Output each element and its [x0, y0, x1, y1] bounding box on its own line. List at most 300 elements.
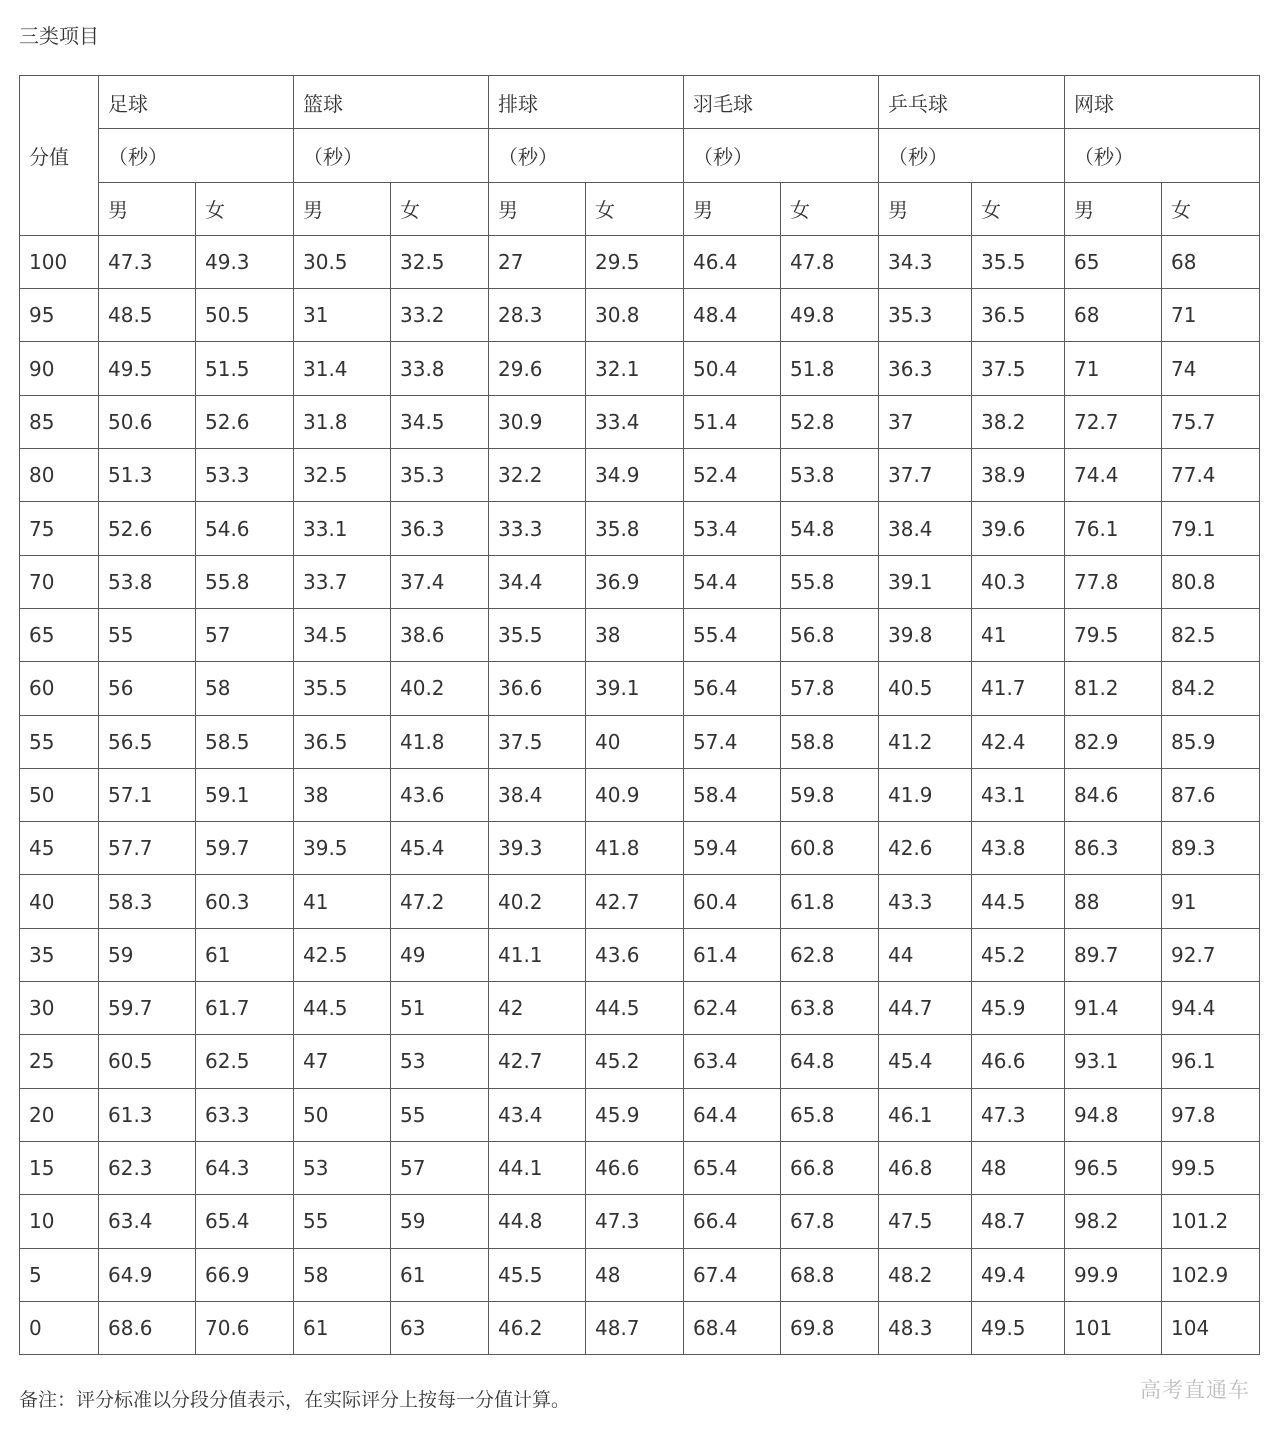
male-time-cell: 84.6	[1065, 768, 1162, 821]
male-time-cell: 81.2	[1065, 662, 1162, 715]
female-time-cell: 50.5	[196, 289, 294, 342]
header-row-unit	[20, 129, 1260, 182]
table-row	[20, 662, 1260, 715]
male-time-cell: 39.8	[879, 608, 972, 661]
female-time-cell: 75.7	[1162, 395, 1260, 448]
female-time-cell: 63.8	[781, 982, 879, 1035]
female-time-cell: 47.8	[781, 235, 879, 288]
female-time-cell: 39.6	[972, 502, 1065, 555]
gender-header-female: 女	[391, 182, 489, 235]
male-time-cell: 71	[1065, 342, 1162, 395]
female-time-cell: 51.8	[781, 342, 879, 395]
male-time-cell: 34.3	[879, 235, 972, 288]
male-time-cell: 30.5	[294, 235, 391, 288]
male-time-cell: 41	[294, 875, 391, 928]
female-time-cell: 61.8	[781, 875, 879, 928]
sport-header-table-tennis: 乒乓球	[879, 76, 1065, 129]
female-time-cell: 37.5	[972, 342, 1065, 395]
male-time-cell: 36.6	[489, 662, 586, 715]
male-time-cell: 56	[99, 662, 196, 715]
female-time-cell: 49.3	[196, 235, 294, 288]
female-time-cell: 54.8	[781, 502, 879, 555]
female-time-cell: 48.7	[586, 1301, 684, 1354]
male-time-cell: 57.4	[684, 715, 781, 768]
female-time-cell: 44.5	[586, 982, 684, 1035]
female-time-cell: 52.6	[196, 395, 294, 448]
male-time-cell: 47	[294, 1035, 391, 1088]
male-time-cell: 29.6	[489, 342, 586, 395]
female-time-cell: 42.4	[972, 715, 1065, 768]
female-time-cell: 49	[391, 928, 489, 981]
female-time-cell: 59.7	[196, 822, 294, 875]
female-time-cell: 66.8	[781, 1141, 879, 1194]
male-time-cell: 35.3	[879, 289, 972, 342]
female-time-cell: 40.2	[391, 662, 489, 715]
female-time-cell: 48.7	[972, 1195, 1065, 1248]
male-time-cell: 64.4	[684, 1088, 781, 1141]
male-time-cell: 41.2	[879, 715, 972, 768]
female-time-cell: 40.3	[972, 555, 1065, 608]
female-time-cell: 42.7	[586, 875, 684, 928]
male-time-cell: 33.3	[489, 502, 586, 555]
score-cell: 30	[20, 982, 99, 1035]
male-time-cell: 48.4	[684, 289, 781, 342]
table-row	[20, 1088, 1260, 1141]
female-time-cell: 46.6	[586, 1141, 684, 1194]
unit-header-basketball: （秒）	[294, 129, 489, 182]
male-time-cell: 68.6	[99, 1301, 196, 1354]
watermark: 高考直通车	[1140, 1378, 1250, 1402]
female-time-cell: 58.5	[196, 715, 294, 768]
female-time-cell: 38	[586, 608, 684, 661]
male-time-cell: 57.7	[99, 822, 196, 875]
score-cell: 10	[20, 1195, 99, 1248]
male-time-cell: 46.2	[489, 1301, 586, 1354]
male-time-cell: 40.2	[489, 875, 586, 928]
table-row	[20, 1035, 1260, 1088]
male-time-cell: 42.7	[489, 1035, 586, 1088]
male-time-cell: 49.5	[99, 342, 196, 395]
gender-header-female: 女	[586, 182, 684, 235]
score-cell: 60	[20, 662, 99, 715]
female-time-cell: 59.8	[781, 768, 879, 821]
male-time-cell: 91.4	[1065, 982, 1162, 1035]
male-time-cell: 66.4	[684, 1195, 781, 1248]
female-time-cell: 82.5	[1162, 608, 1260, 661]
female-time-cell: 57	[196, 608, 294, 661]
male-time-cell: 32.5	[294, 449, 391, 502]
male-time-cell: 39.3	[489, 822, 586, 875]
score-cell: 50	[20, 768, 99, 821]
male-time-cell: 50.6	[99, 395, 196, 448]
unit-header-football: （秒）	[99, 129, 294, 182]
female-time-cell: 104	[1162, 1301, 1260, 1354]
female-time-cell: 59.1	[196, 768, 294, 821]
table-row	[20, 1141, 1260, 1194]
male-time-cell: 50	[294, 1088, 391, 1141]
gender-header-male: 男	[879, 182, 972, 235]
table-row	[20, 1301, 1260, 1354]
male-time-cell: 50.4	[684, 342, 781, 395]
female-time-cell: 34.9	[586, 449, 684, 502]
female-time-cell: 29.5	[586, 235, 684, 288]
female-time-cell: 53	[391, 1035, 489, 1088]
female-time-cell: 36.5	[972, 289, 1065, 342]
male-time-cell: 58	[294, 1248, 391, 1301]
male-time-cell: 61.3	[99, 1088, 196, 1141]
male-time-cell: 63.4	[684, 1035, 781, 1088]
female-time-cell: 45.2	[972, 928, 1065, 981]
sport-header-football: 足球	[99, 76, 294, 129]
score-cell: 100	[20, 235, 99, 288]
male-time-cell: 57.1	[99, 768, 196, 821]
gender-header-female: 女	[1162, 182, 1260, 235]
unit-header-badminton: （秒）	[684, 129, 879, 182]
score-cell: 85	[20, 395, 99, 448]
female-time-cell: 45.9	[586, 1088, 684, 1141]
female-time-cell: 47.3	[586, 1195, 684, 1248]
male-time-cell: 35.5	[294, 662, 391, 715]
table-row	[20, 1195, 1260, 1248]
male-time-cell: 59.7	[99, 982, 196, 1035]
table-row	[20, 395, 1260, 448]
female-time-cell: 36.9	[586, 555, 684, 608]
table-row	[20, 235, 1260, 288]
male-time-cell: 79.5	[1065, 608, 1162, 661]
female-time-cell: 30.8	[586, 289, 684, 342]
score-cell: 90	[20, 342, 99, 395]
gender-header-male: 男	[684, 182, 781, 235]
header-row-sport	[20, 76, 1260, 129]
table-row	[20, 608, 1260, 661]
male-time-cell: 43.4	[489, 1088, 586, 1141]
male-time-cell: 44.1	[489, 1141, 586, 1194]
female-time-cell: 56.8	[781, 608, 879, 661]
female-time-cell: 51	[391, 982, 489, 1035]
female-time-cell: 52.8	[781, 395, 879, 448]
female-time-cell: 74	[1162, 342, 1260, 395]
male-time-cell: 59	[99, 928, 196, 981]
male-time-cell: 64.9	[99, 1248, 196, 1301]
male-time-cell: 63.4	[99, 1195, 196, 1248]
female-time-cell: 45.4	[391, 822, 489, 875]
male-time-cell: 48.3	[879, 1301, 972, 1354]
female-time-cell: 55	[391, 1088, 489, 1141]
unit-header-volleyball: （秒）	[489, 129, 684, 182]
male-time-cell: 45.4	[879, 1035, 972, 1088]
female-time-cell: 40	[586, 715, 684, 768]
male-time-cell: 38.4	[879, 502, 972, 555]
male-time-cell: 61.4	[684, 928, 781, 981]
female-time-cell: 57.8	[781, 662, 879, 715]
male-time-cell: 33.1	[294, 502, 391, 555]
male-time-cell: 53.8	[99, 555, 196, 608]
male-time-cell: 42.6	[879, 822, 972, 875]
female-time-cell: 38.2	[972, 395, 1065, 448]
unit-header-tennis: （秒）	[1065, 129, 1260, 182]
female-time-cell: 87.6	[1162, 768, 1260, 821]
female-time-cell: 57	[391, 1141, 489, 1194]
male-time-cell: 37	[879, 395, 972, 448]
male-time-cell: 59.4	[684, 822, 781, 875]
female-time-cell: 65.8	[781, 1088, 879, 1141]
male-time-cell: 31.8	[294, 395, 391, 448]
male-time-cell: 38.4	[489, 768, 586, 821]
female-time-cell: 58	[196, 662, 294, 715]
unit-header-table-tennis: （秒）	[879, 129, 1065, 182]
table-row	[20, 342, 1260, 395]
male-time-cell: 43.3	[879, 875, 972, 928]
score-cell: 0	[20, 1301, 99, 1354]
male-time-cell: 42.5	[294, 928, 391, 981]
male-time-cell: 48.2	[879, 1248, 972, 1301]
male-time-cell: 65	[1065, 235, 1162, 288]
male-time-cell: 98.2	[1065, 1195, 1162, 1248]
male-time-cell: 31.4	[294, 342, 391, 395]
female-time-cell: 66.9	[196, 1248, 294, 1301]
table-row	[20, 982, 1260, 1035]
female-time-cell: 61	[196, 928, 294, 981]
sport-header-tennis: 网球	[1065, 76, 1260, 129]
gender-header-female: 女	[781, 182, 879, 235]
male-time-cell: 51.3	[99, 449, 196, 502]
female-time-cell: 36.3	[391, 502, 489, 555]
male-time-cell: 41.1	[489, 928, 586, 981]
female-time-cell: 63.3	[196, 1088, 294, 1141]
score-cell: 35	[20, 928, 99, 981]
male-time-cell: 76.1	[1065, 502, 1162, 555]
male-time-cell: 56.5	[99, 715, 196, 768]
female-time-cell: 47.3	[972, 1088, 1065, 1141]
female-time-cell: 77.4	[1162, 449, 1260, 502]
table-row	[20, 928, 1260, 981]
female-time-cell: 58.8	[781, 715, 879, 768]
female-time-cell: 70.6	[196, 1301, 294, 1354]
sport-header-volleyball: 排球	[489, 76, 684, 129]
male-time-cell: 74.4	[1065, 449, 1162, 502]
male-time-cell: 40.5	[879, 662, 972, 715]
male-time-cell: 35.5	[489, 608, 586, 661]
male-time-cell: 61	[294, 1301, 391, 1354]
male-time-cell: 52.4	[684, 449, 781, 502]
female-time-cell: 69.8	[781, 1301, 879, 1354]
sport-header-badminton: 羽毛球	[684, 76, 879, 129]
male-time-cell: 44.8	[489, 1195, 586, 1248]
female-time-cell: 35.3	[391, 449, 489, 502]
male-time-cell: 88	[1065, 875, 1162, 928]
table-row	[20, 555, 1260, 608]
female-time-cell: 35.5	[972, 235, 1065, 288]
male-time-cell: 62.4	[684, 982, 781, 1035]
header-row-gender	[20, 182, 1260, 235]
male-time-cell: 101	[1065, 1301, 1162, 1354]
male-time-cell: 39.1	[879, 555, 972, 608]
male-time-cell: 44.7	[879, 982, 972, 1035]
female-time-cell: 91	[1162, 875, 1260, 928]
male-time-cell: 37.5	[489, 715, 586, 768]
female-time-cell: 41.8	[586, 822, 684, 875]
female-time-cell: 45.9	[972, 982, 1065, 1035]
score-cell: 45	[20, 822, 99, 875]
male-time-cell: 89.7	[1065, 928, 1162, 981]
male-time-cell: 47.3	[99, 235, 196, 288]
male-time-cell: 53.4	[684, 502, 781, 555]
female-time-cell: 43.6	[586, 928, 684, 981]
male-time-cell: 42	[489, 982, 586, 1035]
male-time-cell: 51.4	[684, 395, 781, 448]
female-time-cell: 33.2	[391, 289, 489, 342]
table-row	[20, 715, 1260, 768]
female-time-cell: 62.5	[196, 1035, 294, 1088]
male-time-cell: 48.5	[99, 289, 196, 342]
female-time-cell: 92.7	[1162, 928, 1260, 981]
female-time-cell: 32.5	[391, 235, 489, 288]
gender-header-male: 男	[489, 182, 586, 235]
male-time-cell: 33.7	[294, 555, 391, 608]
male-time-cell: 58.3	[99, 875, 196, 928]
female-time-cell: 47.2	[391, 875, 489, 928]
gender-header-female: 女	[196, 182, 294, 235]
female-time-cell: 101.2	[1162, 1195, 1260, 1248]
male-time-cell: 68.4	[684, 1301, 781, 1354]
score-column-header: 分值	[20, 76, 99, 236]
male-time-cell: 68	[1065, 289, 1162, 342]
table-row	[20, 289, 1260, 342]
male-time-cell: 60.4	[684, 875, 781, 928]
female-time-cell: 54.6	[196, 502, 294, 555]
male-time-cell: 27	[489, 235, 586, 288]
female-time-cell: 48	[586, 1248, 684, 1301]
female-time-cell: 67.8	[781, 1195, 879, 1248]
score-cell: 80	[20, 449, 99, 502]
table-row	[20, 822, 1260, 875]
female-time-cell: 53.8	[781, 449, 879, 502]
female-time-cell: 84.2	[1162, 662, 1260, 715]
female-time-cell: 60.8	[781, 822, 879, 875]
female-time-cell: 65.4	[196, 1195, 294, 1248]
female-time-cell: 62.8	[781, 928, 879, 981]
female-time-cell: 79.1	[1162, 502, 1260, 555]
sport-header-basketball: 篮球	[294, 76, 489, 129]
score-cell: 95	[20, 289, 99, 342]
table-row	[20, 1248, 1260, 1301]
male-time-cell: 31	[294, 289, 391, 342]
female-time-cell: 32.1	[586, 342, 684, 395]
male-time-cell: 94.8	[1065, 1088, 1162, 1141]
table-row	[20, 875, 1260, 928]
male-time-cell: 86.3	[1065, 822, 1162, 875]
female-time-cell: 43.6	[391, 768, 489, 821]
female-time-cell: 41.8	[391, 715, 489, 768]
female-time-cell: 102.9	[1162, 1248, 1260, 1301]
female-time-cell: 68	[1162, 235, 1260, 288]
score-table	[19, 75, 1260, 1355]
male-time-cell: 36.3	[879, 342, 972, 395]
female-time-cell: 49.5	[972, 1301, 1065, 1354]
male-time-cell: 34.4	[489, 555, 586, 608]
male-time-cell: 77.8	[1065, 555, 1162, 608]
female-time-cell: 38.6	[391, 608, 489, 661]
female-time-cell: 38.9	[972, 449, 1065, 502]
male-time-cell: 47.5	[879, 1195, 972, 1248]
male-time-cell: 52.6	[99, 502, 196, 555]
male-time-cell: 67.4	[684, 1248, 781, 1301]
female-time-cell: 43.8	[972, 822, 1065, 875]
male-time-cell: 56.4	[684, 662, 781, 715]
male-time-cell: 62.3	[99, 1141, 196, 1194]
male-time-cell: 30.9	[489, 395, 586, 448]
female-time-cell: 63	[391, 1301, 489, 1354]
male-time-cell: 96.5	[1065, 1141, 1162, 1194]
female-time-cell: 64.3	[196, 1141, 294, 1194]
female-time-cell: 46.6	[972, 1035, 1065, 1088]
male-time-cell: 53	[294, 1141, 391, 1194]
male-time-cell: 55.4	[684, 608, 781, 661]
male-time-cell: 45.5	[489, 1248, 586, 1301]
male-time-cell: 72.7	[1065, 395, 1162, 448]
male-time-cell: 93.1	[1065, 1035, 1162, 1088]
gender-header-male: 男	[99, 182, 196, 235]
male-time-cell: 65.4	[684, 1141, 781, 1194]
male-time-cell: 60.5	[99, 1035, 196, 1088]
male-time-cell: 34.5	[294, 608, 391, 661]
male-time-cell: 44	[879, 928, 972, 981]
female-time-cell: 43.1	[972, 768, 1065, 821]
female-time-cell: 35.8	[586, 502, 684, 555]
female-time-cell: 45.2	[586, 1035, 684, 1088]
female-time-cell: 85.9	[1162, 715, 1260, 768]
female-time-cell: 60.3	[196, 875, 294, 928]
male-time-cell: 99.9	[1065, 1248, 1162, 1301]
male-time-cell: 28.3	[489, 289, 586, 342]
table-row	[20, 449, 1260, 502]
female-time-cell: 49.8	[781, 289, 879, 342]
gender-header-male: 男	[294, 182, 391, 235]
score-cell: 70	[20, 555, 99, 608]
score-cell: 15	[20, 1141, 99, 1194]
table-row	[20, 502, 1260, 555]
male-time-cell: 41.9	[879, 768, 972, 821]
score-cell: 75	[20, 502, 99, 555]
male-time-cell: 58.4	[684, 768, 781, 821]
female-time-cell: 49.4	[972, 1248, 1065, 1301]
female-time-cell: 33.4	[586, 395, 684, 448]
gender-header-female: 女	[972, 182, 1065, 235]
female-time-cell: 48	[972, 1141, 1065, 1194]
female-time-cell: 40.9	[586, 768, 684, 821]
female-time-cell: 89.3	[1162, 822, 1260, 875]
score-cell: 55	[20, 715, 99, 768]
female-time-cell: 97.8	[1162, 1088, 1260, 1141]
female-time-cell: 53.3	[196, 449, 294, 502]
score-cell: 40	[20, 875, 99, 928]
female-time-cell: 33.8	[391, 342, 489, 395]
female-time-cell: 68.8	[781, 1248, 879, 1301]
male-time-cell: 39.5	[294, 822, 391, 875]
female-time-cell: 80.8	[1162, 555, 1260, 608]
female-time-cell: 61.7	[196, 982, 294, 1035]
score-cell: 20	[20, 1088, 99, 1141]
female-time-cell: 34.5	[391, 395, 489, 448]
score-cell: 5	[20, 1248, 99, 1301]
female-time-cell: 71	[1162, 289, 1260, 342]
female-time-cell: 41	[972, 608, 1065, 661]
female-time-cell: 96.1	[1162, 1035, 1260, 1088]
table-row	[20, 768, 1260, 821]
table-body	[20, 76, 1260, 1355]
female-time-cell: 64.8	[781, 1035, 879, 1088]
male-time-cell: 32.2	[489, 449, 586, 502]
